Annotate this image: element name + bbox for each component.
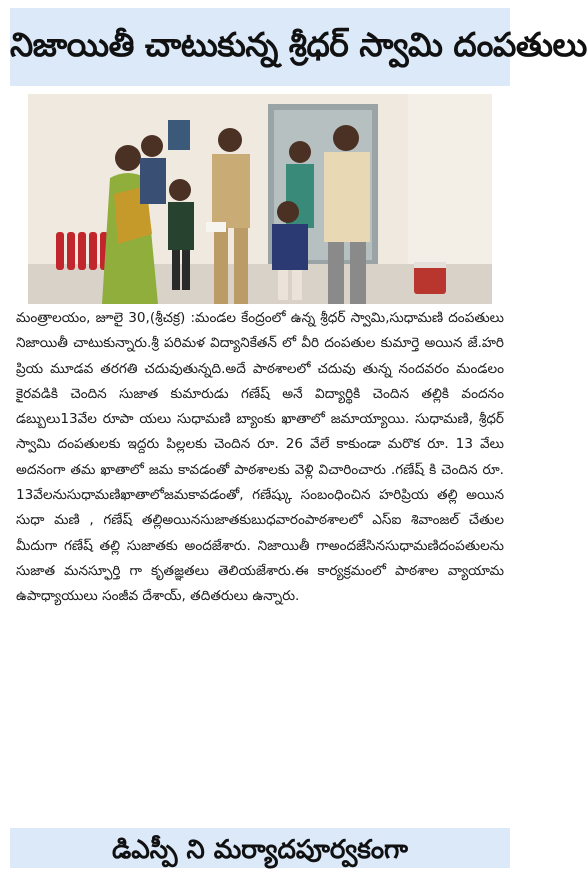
extinguishers	[56, 232, 108, 270]
news-photo	[28, 94, 492, 304]
next-headline: డిఎస్పీ ని మర్యాదపూర్వకంగా	[112, 835, 408, 865]
headline: నిజాయితీ చాటుకున్న శ్రీధర్ స్వామి దంపతులు	[10, 25, 587, 64]
group-photo-image	[28, 94, 492, 304]
newspaper-clipping	[10, 8, 587, 865]
article-body: మంత్రాలయం, జూలై 30,(శ్రీచక్ర) :మండల కేంద్రంలో ఉన్న శ్రీధర్ స్వామి,సుధామణి దంపతులు నిజాయితీ చాటుకున్నారు.శ్రీ పరిమళ విద్యానికేతన్ లో వీరి దంపతుల కుమార్తె అయిన జే.హరి ప్రియ మూడవ తరగతి చదువుతున్నది.అదే పాఠశాలలో చదువు తున్న నందవరం మండలం కైరవడికి చెందిన సుజాత కుమారుడు గణేష్ అనే విద్యార్థికి చెందిన తల్లికి వందనం డబ్బులు13వేల రూపా యలు సుధామణి బ్యాంకు ఖాతాలో జమాయ్యాయి. సుధామణి, శ్రీధర్ స్వామి దంపతులకు ఇద్దరు పిల్లలకు చెందిన రూ. 26 వేలే కాకుండా మరొక రూ. 13 వేలు అదనంగా తమ ఖాతాలో జమ కావడంతో పాఠశాలకు వెళ్లి విచారించారు .గణేష్ కి చెందిన రూ. 13వేలనుసుధామణిఖాతాలోజమకావడంతో, గణేష్కు సంబంధించిన హరిప్రియ తల్లి అయిన సుధా మణి , గణేష్ తల్లిఅయినసుజాతకుబుధవారంపాఠశాలలో ఎస్ఐ శివాంజల్ చేతుల మీదుగా గణేష్ తల్లి సుజాతకు అందజేశారు. నిజాయితీ గాఅందజేసినసుధామణిదంపతులను సుజాత మనస్ఫూర్తి గా కృతజ్ఞతలు తెలియజేశారు.ఈ కార్యక్రమంలో పాఠశాల వ్యాయామ ఉపాధ్యాయులు సంజీవ దేశాయ్, తదితరులు ఉన్నారు.	[16, 310, 504, 605]
